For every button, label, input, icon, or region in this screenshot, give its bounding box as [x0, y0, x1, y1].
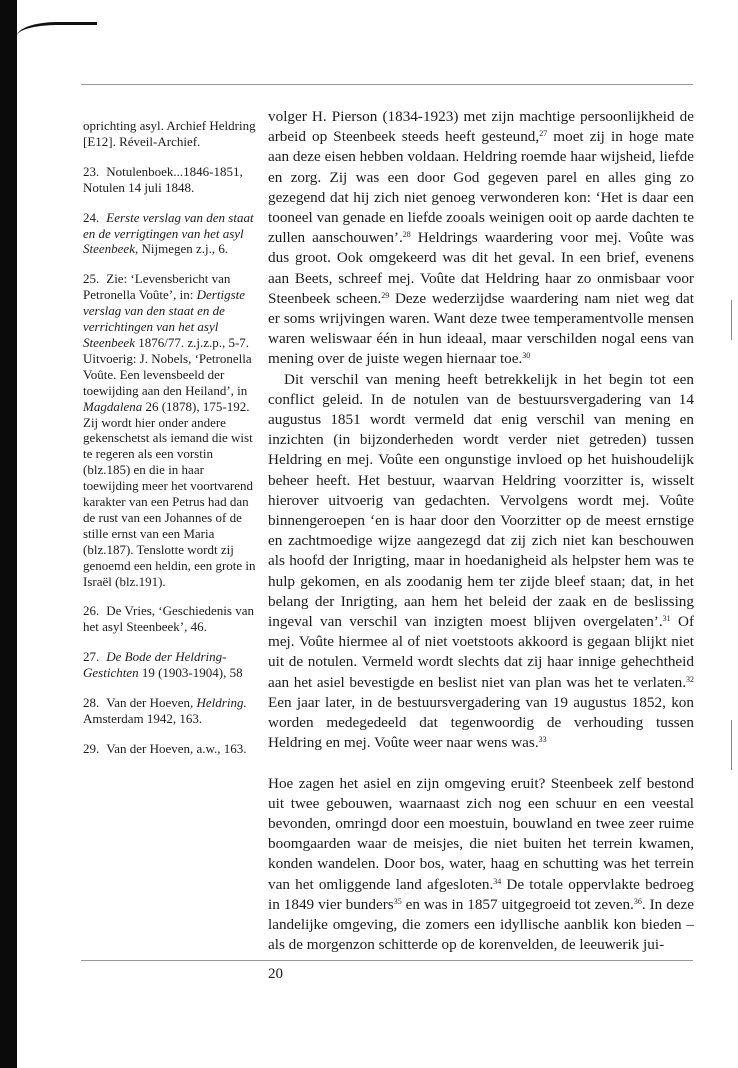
text-run: 19 (1903-1904), 58	[138, 665, 243, 681]
text-run: Notulenboek...1846-1851, Notulen 14 juli 1848.	[83, 163, 243, 195]
paragraph	[268, 774, 694, 956]
italic-title: Dertigste verslag van den staat en de verrichtingen van het asyl Steenbeek	[83, 287, 246, 350]
scan-mark	[731, 300, 732, 340]
text-run: volger H. Pierson (1834-1923) met zijn machtige persoonlijkheid de arbeid op Steenbeek steeds heeft gesteund,	[268, 108, 694, 146]
footnote-number: 24.	[83, 209, 100, 225]
footer-rule	[81, 960, 693, 961]
italic-title: De Bode der Heldring-Gestichten	[83, 649, 227, 681]
italic-title: Heldring.	[196, 695, 247, 711]
text-run: 26 (1878), 175-192. Zij wordt hier onder andere gekenschetst als iemand die wist te regeren als een vorstin (blz.185) en die in haar toewijding meer het voortvarend karakter van een Petrus had dan de rust van een Johannes of de stille ernst van een Maria (blz.187). Tenslotte wordt zij genoemd een heldin, een grote in Israël (blz.191).	[83, 398, 256, 589]
scan-border	[0, 0, 17, 1068]
footnote-ref: 33	[538, 735, 547, 745]
scan-page-curl	[17, 22, 97, 41]
text-run: De Vries, ‘Geschiedenis van het asyl Steenbeek’, 46.	[83, 603, 254, 635]
text-run: , Nijmegen z.j., 6.	[134, 241, 229, 257]
paragraph	[268, 370, 694, 754]
paragraph	[268, 107, 694, 370]
text-run: en was in 1857 uitgegroeid tot zeven.	[401, 895, 634, 913]
footnote-number: 27.	[83, 649, 100, 665]
footnote-number: 29.	[83, 740, 100, 756]
footnote-ref: 36	[633, 896, 642, 906]
text-run: Van der Hoeven,	[106, 695, 197, 711]
footnote-number: 26.	[83, 603, 100, 619]
footnote-ref: 32	[686, 674, 694, 684]
footnote-ref: 28	[402, 230, 411, 240]
scan-mark	[731, 720, 732, 770]
page-number: 20	[268, 966, 283, 982]
footnote	[83, 271, 261, 589]
footnote-ref: 27	[539, 129, 548, 139]
text-run: . In deze landelijke omgeving, die zomers een idyllische aanblik kon bieden – als de morgenzon schitterde op de korenvelden, de leeuwerik jui-	[268, 895, 695, 954]
text-run: 1876/77. z.j.z.p., 5-7. Uitvoerig: J. Nobels, ‘Petronella Voûte. Een levensbeeld der toewijding aan den Heiland’, in	[83, 334, 252, 398]
text-run: Hoe zagen het asiel en zijn omgeving eruit? Steenbeek zelf bestond uit twee gebouwen, waarnaast zich nog een schuur en een veestal bevonden, omringd door een moestuin, bouwland en twee zeer ruime boomgaarden waar de meisjes, die niet buiten het terrein kwamen, konden wandelen. Door bos, water, haag en schutting was het terrein van het omliggende land afgesloten.	[268, 774, 694, 893]
text-run: Zie: ‘Levensbericht van Petronella Voûte’, in:	[83, 271, 231, 303]
text-run: Heldrings waardering voor mej. Voûte was dus groot. Ook omgekeerd was dit het geval. In een brief, evenens aan Beets, schreef mej. Voûte dat Heldring haar zo onmisbaar voor Steenbeek scheen.	[268, 229, 694, 307]
footnote	[83, 649, 261, 681]
text-run: Amsterdam 1942, 163.	[83, 711, 203, 726]
footnote-ref: 30	[522, 351, 531, 361]
body-text	[268, 107, 694, 955]
footnote	[83, 741, 261, 757]
footnote-ref: 29	[381, 290, 390, 300]
text-run: oprichting asyl. Archief Heldring [E12]. Réveil-Archief.	[83, 118, 256, 149]
footnote	[83, 164, 261, 196]
footnote-ref: 35	[393, 896, 402, 906]
text-run: Dit verschil van mening heeft betrekkelijk in het begin tot een conflict geleid. In de notulen van de bestuursvergadering van 14 augustus 1851 wordt vermeld dat enig verschil van mening en inzichten (in bijzonderheden wordt verder niet getreden) tussen Heldring en mej. Voûte een ongunstige invloed op het huishoudelijk beheer heeft. Het bestuur, waarvan Heldring voorzitter is, wisselt hierover uitvoerig van gedachten. Vervolgens wordt mej. Voûte binnengeroepen ‘en is haar door den Voorzitter op de meest ernstige en zachtmoedige wijze aangezegd dat zij zich niet kan beschouwen als hoofd der Inrigting, maar in hoedanigheid als helpster hem was te hulp gekomen, en als zoodanig hem ter zijde bleef staan; dat, in het belang der Inrigting, aan hem het beleid der zaak en de beslissing ingeval van verschil van inzigten moest blijven overgelaten’.	[268, 370, 694, 631]
footnote	[83, 695, 261, 727]
italic-title: Magdalena	[83, 398, 143, 414]
footnote-ref: 31	[662, 614, 671, 624]
header-rule	[81, 84, 693, 85]
text-run: Van der Hoeven, a.w., 163.	[106, 740, 247, 756]
footnote-number: 28.	[83, 695, 100, 711]
text-run: Of mej. Voûte hiermee al of niet voetstoots akkoord is gegaan blijkt niet uit de notulen. Vermeld wordt slechts dat zij haar innige gehechtheid aan het asiel bevestigde en beslist niet van plan was het te verlaten.	[268, 613, 694, 691]
footnotes-column	[83, 118, 261, 771]
italic-title: Eerste verslag van den staat en de verrigtingen van het asyl Steenbeek	[83, 209, 254, 257]
footnote	[83, 603, 261, 635]
text-run: moet zij in hoge mate aan deze eisen hebben voldaan. Heldring roemde haar wijsheid, liefde en zorg. Zij was een door God gegeven parel en alles ging zo gezegend dat hij zich niet genoeg verwonderen kon: ‘Het is daar een tooneel van genade en liefde zooals weinigen ooit op aarde dachten te zullen aanschouwen’.	[268, 128, 694, 247]
footnote-number: 23.	[83, 163, 100, 179]
footnote	[83, 118, 261, 150]
text-run: Deze wederzijdse waardering nam niet weg dat er soms wrijvingen waren. Want deze twee temperamentvolle mensen waren weliswaar één in hun ideaal, maar verschilden nogal eens van mening over de juiste wegen hiernaar toe.	[268, 289, 695, 368]
footnote-ref: 34	[493, 876, 502, 886]
text-run: De totale oppervlakte bedroeg in 1849 vier bunders	[268, 875, 694, 913]
footnote-number: 25.	[83, 271, 100, 287]
text-run: Een jaar later, in de bestuursvergadering van 19 augustus 1852, kon worden medegedeeld dat tegenwoordig de verhouding tussen Heldring en mej. Voûte weer naar wens was.	[268, 693, 694, 752]
footnote	[83, 210, 261, 258]
